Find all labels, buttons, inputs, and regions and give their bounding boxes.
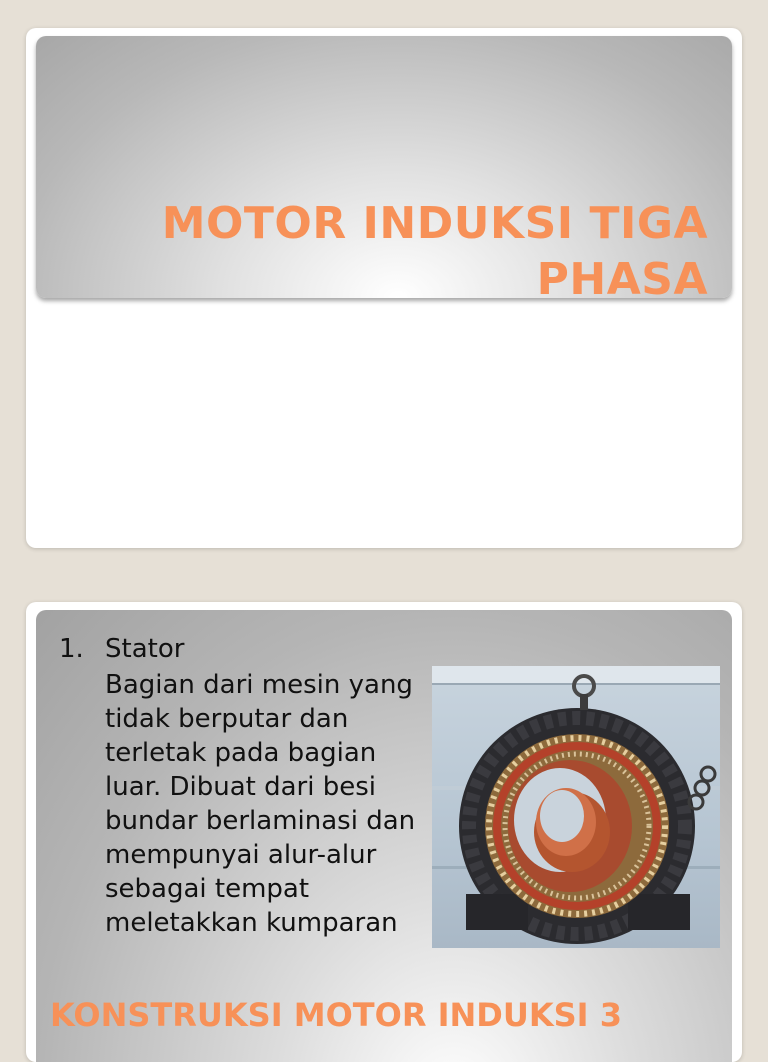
stator-photo	[432, 666, 720, 948]
slide-title: MOTOR INDUKSI TIGA PHASA	[161, 198, 708, 305]
stator-frame	[459, 708, 695, 944]
stator-illustration	[432, 666, 720, 948]
slide-1	[26, 28, 742, 548]
slide-heading: KONSTRUKSI MOTOR INDUKSI 3	[50, 996, 622, 1034]
title-panel	[36, 36, 732, 305]
content-panel	[36, 610, 732, 1062]
list-item-description: Bagian dari mesin yang tidak berputar dan terletak pada bagian luar. Dibuat dari besi bundar berlaminasi dan mempunyai alur-alur sebagai tempat meletakkan kumparan	[105, 670, 416, 938]
slide-2	[26, 602, 742, 1062]
list-number: 1.	[59, 634, 84, 664]
list-item-title: Stator	[105, 634, 185, 664]
